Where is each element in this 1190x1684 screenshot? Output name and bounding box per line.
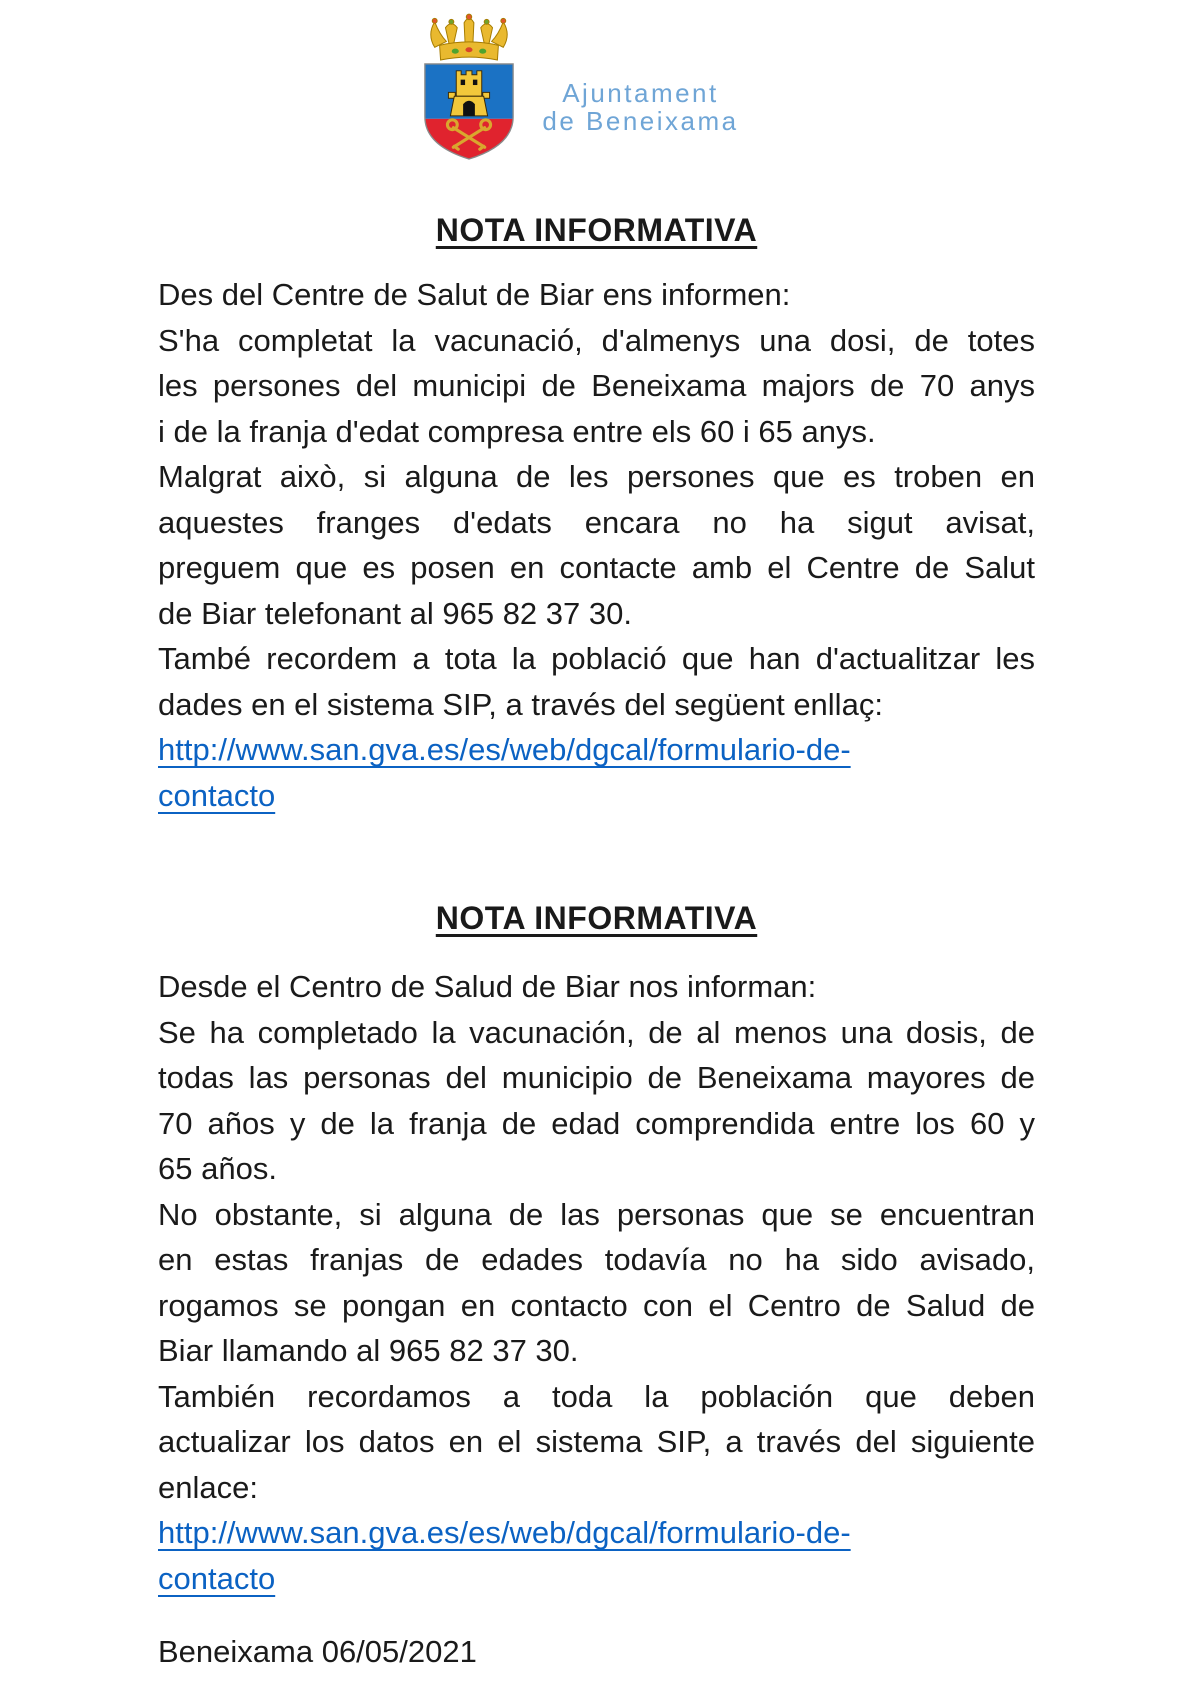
body-line: les persones del municipi de Beneixama majors de 70 anys: [158, 368, 1035, 403]
sip-form-link-text[interactable]: contacto: [158, 777, 276, 813]
body-line: i de la franja d'edat compresa entre els 60 i 65 anys.: [158, 413, 876, 449]
body-line: 65 años.: [158, 1151, 277, 1186]
body-line: Desde el Centro de Salud de Biar nos informan:: [158, 969, 817, 1004]
body-line: aquestes franges d'edats encara no ha sigut avisat,: [158, 504, 1035, 540]
sip-form-link-row[interactable]: [158, 727, 1035, 773]
note-title-es: NOTA INFORMATIVA: [435, 900, 758, 936]
coat-of-arms-icon: [420, 13, 518, 160]
body-line: de Biar telefonant al 965 82 37 30.: [158, 595, 632, 631]
org-name-line2: de Beneixama: [542, 106, 739, 136]
sip-form-link-text[interactable]: http://www.san.gva.es/es/web/dgcal/formulario-de-: [158, 1515, 851, 1550]
sip-form-link-row[interactable]: [158, 1510, 1035, 1556]
body-line: en estas franjas de edades todavía no ha sido avisado,: [158, 1242, 1035, 1277]
logo: [141, 13, 1018, 160]
body-line: Des del Centre de Salut de Biar ens informen:: [158, 277, 791, 312]
body-line: todas las personas del municipio de Beneixama mayores de: [158, 1060, 1035, 1095]
body-line: enlace:: [158, 1469, 258, 1505]
org-name-line1: Ajuntament: [562, 78, 719, 108]
body-line: Se ha completado la vacunación, de al menos una dosis, de: [158, 1014, 1035, 1050]
place-date: Beneixama 06/05/2021: [158, 1634, 477, 1669]
note-body-ca: [158, 272, 1035, 818]
body-line: preguem que es posen en contacte amb el Centre de Salut: [158, 550, 1035, 585]
sip-form-link-text[interactable]: contacto: [158, 1560, 276, 1596]
body-line: rogamos se pongan en contacto con el Centro de Salud de: [158, 1287, 1035, 1323]
sip-form-link-row[interactable]: [158, 773, 1035, 819]
body-line: Biar llamando al 965 82 37 30.: [158, 1333, 579, 1368]
body-line: S'ha completat la vacunació, d'almenys una dosi, de totes: [158, 322, 1035, 358]
logo-text: [542, 79, 738, 135]
body-line: També recordem a tota la població que han d'actualitzar les: [158, 641, 1035, 676]
body-line: Malgrat això, si alguna de les persones que es troben en: [158, 459, 1035, 494]
body-line: actualizar los datos en el sistema SIP, a través del siguiente: [158, 1424, 1035, 1459]
sip-form-link-text[interactable]: http://www.san.gva.es/es/web/dgcal/formulario-de-: [158, 732, 851, 767]
sip-form-link[interactable]: [158, 1510, 1035, 1601]
note-body-es: [158, 964, 1035, 1601]
body-line: También recordamos a toda la población que deben: [158, 1378, 1035, 1414]
body-line: No obstante, si alguna de las personas que se encuentran: [158, 1196, 1035, 1232]
crown-icon: [431, 14, 507, 60]
body-line: 70 años y de la franja de edad comprendida entre los 60 y: [158, 1105, 1035, 1141]
body-line: dades en el sistema SIP, a través del següent enllaç:: [158, 686, 883, 722]
sip-form-link[interactable]: [158, 727, 1035, 818]
sip-form-link-row[interactable]: [158, 1556, 1035, 1602]
note-title-ca: NOTA INFORMATIVA: [435, 212, 758, 248]
